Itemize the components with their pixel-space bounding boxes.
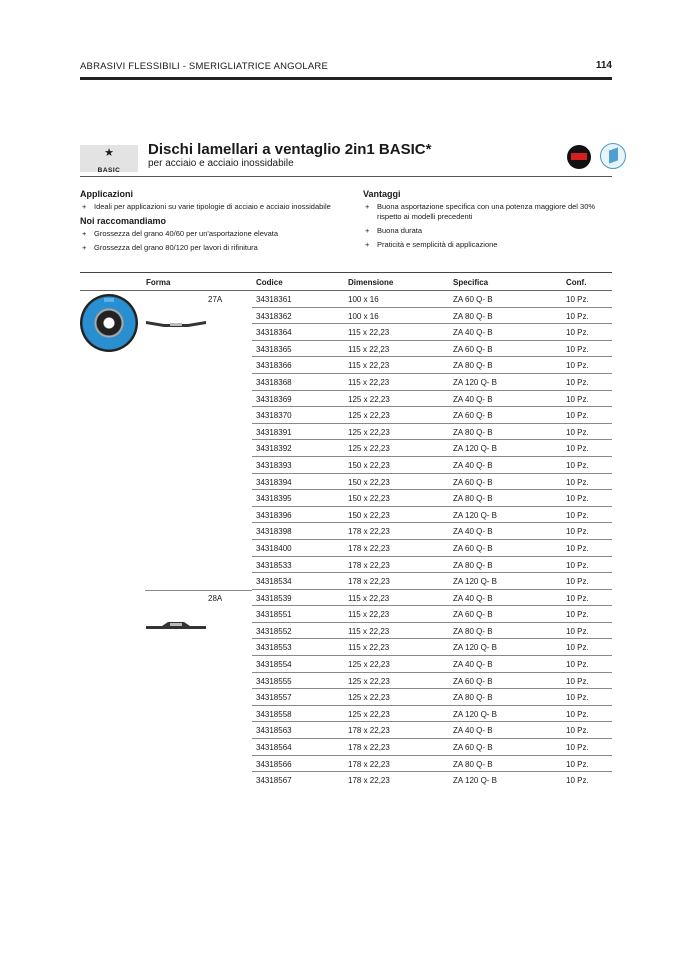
raccomandiamo-heading: Noi raccomandiamo xyxy=(80,216,167,226)
table-row xyxy=(252,540,612,557)
table-row xyxy=(252,772,612,789)
section-header: ABRASIVI FLESSIBILI - SMERIGLIATRICE ANGOLARE xyxy=(80,61,328,72)
table-row xyxy=(252,573,612,590)
table-row xyxy=(252,722,612,739)
table-row xyxy=(252,623,612,640)
cell-dimensione: 125 x 22,23 xyxy=(348,411,390,421)
cell-codice: 34318396 xyxy=(256,510,292,520)
cell-conf: 10 Pz. xyxy=(566,726,589,736)
column-header-conf: Conf. xyxy=(566,278,587,287)
cell-specifica: ZA 80 Q- B xyxy=(453,693,493,703)
cell-conf: 10 Pz. xyxy=(566,543,589,553)
table-row xyxy=(252,457,612,474)
table-row xyxy=(252,507,612,524)
cell-specifica: ZA 40 Q- B xyxy=(453,394,493,404)
cell-conf: 10 Pz. xyxy=(566,394,589,404)
steel-beam-icon xyxy=(600,143,626,169)
basic-badge xyxy=(80,145,138,172)
cell-dimensione: 150 x 22,23 xyxy=(348,477,390,487)
cell-specifica: ZA 40 Q- B xyxy=(453,328,493,338)
table-row xyxy=(252,341,612,358)
cell-dimensione: 178 x 22,23 xyxy=(348,560,390,570)
header-rule xyxy=(80,77,612,80)
cell-specifica: ZA 60 Q- B xyxy=(453,610,493,620)
cell-codice: 34318553 xyxy=(256,643,292,653)
table-row xyxy=(252,324,612,341)
applicazioni-section xyxy=(80,189,360,257)
cell-specifica: ZA 40 Q- B xyxy=(453,460,493,470)
table-top-rule xyxy=(80,272,612,273)
list-item: + Praticità e semplicità di applicazione xyxy=(365,240,498,249)
cell-conf: 10 Pz. xyxy=(566,577,589,587)
cell-specifica: ZA 120 Q- B xyxy=(453,643,498,653)
cell-dimensione: 125 x 22,23 xyxy=(348,427,390,437)
shape-27a-profile xyxy=(146,318,206,328)
page-number: 114 xyxy=(595,60,612,71)
cell-dimensione: 100 x 16 xyxy=(348,311,379,321)
cell-specifica: ZA 40 Q- B xyxy=(453,527,493,537)
applicazioni-heading: Applicazioni xyxy=(80,189,134,199)
cell-conf: 10 Pz. xyxy=(566,759,589,769)
group-divider xyxy=(145,590,252,591)
table-row xyxy=(252,490,612,507)
cell-dimensione: 178 x 22,23 xyxy=(348,776,390,786)
table-row xyxy=(252,689,612,706)
cell-codice: 34318393 xyxy=(256,460,292,470)
table-row xyxy=(252,374,612,391)
cell-specifica: ZA 120 Q- B xyxy=(453,377,498,387)
table-row xyxy=(252,606,612,623)
cell-codice: 34318552 xyxy=(256,626,292,636)
cell-codice: 34318554 xyxy=(256,660,292,670)
table-row xyxy=(252,407,612,424)
cell-conf: 10 Pz. xyxy=(566,494,589,504)
cell-dimensione: 125 x 22,23 xyxy=(348,676,390,686)
table-row xyxy=(252,656,612,673)
table-row xyxy=(252,523,612,540)
star-icon: ★ xyxy=(104,147,114,159)
cell-conf: 10 Pz. xyxy=(566,460,589,470)
cell-dimensione: 115 x 22,23 xyxy=(348,626,390,636)
cell-codice: 34318366 xyxy=(256,361,292,371)
cell-conf: 10 Pz. xyxy=(566,626,589,636)
cell-dimensione: 178 x 22,23 xyxy=(348,527,390,537)
cell-conf: 10 Pz. xyxy=(566,709,589,719)
cell-dimensione: 115 x 22,23 xyxy=(348,344,390,354)
cell-dimensione: 115 x 22,23 xyxy=(348,593,390,603)
cell-codice: 34318563 xyxy=(256,726,292,736)
cell-conf: 10 Pz. xyxy=(566,328,589,338)
cell-dimensione: 150 x 22,23 xyxy=(348,510,390,520)
cell-codice: 34318566 xyxy=(256,759,292,769)
cell-specifica: ZA 80 Q- B xyxy=(453,494,493,504)
table-row xyxy=(252,756,612,773)
cell-codice: 34318398 xyxy=(256,527,292,537)
cell-specifica: ZA 80 Q- B xyxy=(453,427,493,437)
cell-codice: 34318392 xyxy=(256,444,292,454)
list-item: + Grossezza del grano 80/120 per lavori di rifinitura xyxy=(82,243,258,252)
cell-conf: 10 Pz. xyxy=(566,411,589,421)
table-row xyxy=(252,474,612,491)
cell-dimensione: 115 x 22,23 xyxy=(348,361,390,371)
table-row xyxy=(252,291,612,308)
cell-dimensione: 178 x 22,23 xyxy=(348,726,390,736)
cell-codice: 34318533 xyxy=(256,560,292,570)
divider xyxy=(80,176,612,177)
cell-dimensione: 150 x 22,23 xyxy=(348,494,390,504)
vantaggi-section xyxy=(363,189,613,254)
vantaggi-heading: Vantaggi xyxy=(363,189,401,199)
cell-codice: 34318364 xyxy=(256,328,292,338)
cell-dimensione: 178 x 22,23 xyxy=(348,743,390,753)
cell-conf: 10 Pz. xyxy=(566,593,589,603)
cell-specifica: ZA 80 Q- B xyxy=(453,759,493,769)
cell-dimensione: 125 x 22,23 xyxy=(348,444,390,454)
shape-label-27a: 27A xyxy=(208,295,223,304)
cell-specifica: ZA 60 Q- B xyxy=(453,295,493,304)
cell-specifica: ZA 80 Q- B xyxy=(453,361,493,371)
cell-conf: 10 Pz. xyxy=(566,444,589,454)
cell-conf: 10 Pz. xyxy=(566,295,589,304)
cell-codice: 34318370 xyxy=(256,411,292,421)
cell-conf: 10 Pz. xyxy=(566,693,589,703)
cell-conf: 10 Pz. xyxy=(566,660,589,670)
cell-conf: 10 Pz. xyxy=(566,377,589,387)
cell-codice: 34318539 xyxy=(256,593,292,603)
column-header-dimensione: Dimensione xyxy=(348,278,394,287)
cell-specifica: ZA 40 Q- B xyxy=(453,660,493,670)
cell-conf: 10 Pz. xyxy=(566,427,589,437)
cell-codice: 34318564 xyxy=(256,743,292,753)
shape-label-28a: 28A xyxy=(208,594,223,603)
cell-specifica: ZA 120 Q- B xyxy=(453,577,498,587)
cell-conf: 10 Pz. xyxy=(566,743,589,753)
table-row xyxy=(252,357,612,374)
list-item: + Buona asportazione specifica con una potenza maggiore del 30% rispetto ai modelli precedenti xyxy=(365,202,596,221)
cell-specifica: ZA 60 Q- B xyxy=(453,477,493,487)
cell-conf: 10 Pz. xyxy=(566,560,589,570)
cell-dimensione: 125 x 22,23 xyxy=(348,394,390,404)
cell-dimensione: 150 x 22,23 xyxy=(348,460,390,470)
cell-dimensione: 100 x 16 xyxy=(348,295,379,304)
list-item: + Buona durata xyxy=(365,226,423,235)
cell-codice: 34318400 xyxy=(256,543,292,553)
cell-codice: 34318558 xyxy=(256,709,292,719)
cell-specifica: ZA 120 Q- B xyxy=(453,709,498,719)
product-title: Dischi lamellari a ventaglio 2in1 BASIC* xyxy=(148,141,432,158)
cell-dimensione: 178 x 22,23 xyxy=(348,759,390,769)
cell-specifica: ZA 120 Q- B xyxy=(453,510,498,520)
shape-28a-profile xyxy=(146,620,206,630)
cell-codice: 34318395 xyxy=(256,494,292,504)
cell-specifica: ZA 120 Q- B xyxy=(453,776,498,786)
cell-codice: 34318555 xyxy=(256,676,292,686)
cell-codice: 34318557 xyxy=(256,693,292,703)
cell-conf: 10 Pz. xyxy=(566,344,589,354)
cell-codice: 34318394 xyxy=(256,477,292,487)
cell-conf: 10 Pz. xyxy=(566,610,589,620)
product-disc-image xyxy=(80,294,138,352)
cell-codice: 34318368 xyxy=(256,377,292,387)
cell-conf: 10 Pz. xyxy=(566,643,589,653)
cell-conf: 10 Pz. xyxy=(566,676,589,686)
list-item: + Grossezza del grano 40/60 per un'asportazione elevata xyxy=(82,229,279,238)
list-item: + Ideali per applicazioni su varie tipologie di acciaio e acciaio inossidabile xyxy=(82,202,331,211)
cell-specifica: ZA 60 Q- B xyxy=(453,676,493,686)
cell-codice: 34318534 xyxy=(256,577,292,587)
table-row xyxy=(252,308,612,325)
table-row xyxy=(252,590,612,607)
cell-conf: 10 Pz. xyxy=(566,776,589,786)
table-row xyxy=(252,440,612,457)
cell-specifica: ZA 80 Q- B xyxy=(453,311,493,321)
cell-specifica: ZA 80 Q- B xyxy=(453,626,493,636)
table-row xyxy=(252,706,612,723)
cell-specifica: ZA 40 Q- B xyxy=(453,726,493,736)
cell-specifica: ZA 60 Q- B xyxy=(453,344,493,354)
cell-codice: 34318391 xyxy=(256,427,292,437)
cell-conf: 10 Pz. xyxy=(566,361,589,371)
cell-dimensione: 178 x 22,23 xyxy=(348,577,390,587)
cell-codice: 34318361 xyxy=(256,295,292,304)
cell-specifica: ZA 60 Q- B xyxy=(453,743,493,753)
cell-codice: 34318369 xyxy=(256,394,292,404)
cell-codice: 34318362 xyxy=(256,311,292,321)
table-row xyxy=(252,739,612,756)
table-row xyxy=(252,557,612,574)
product-subtitle: per acciaio e acciaio inossidabile xyxy=(148,158,294,169)
cell-dimensione: 125 x 22,23 xyxy=(348,693,390,703)
badge-label: BASIC xyxy=(97,167,121,174)
table-row xyxy=(252,639,612,656)
table-row xyxy=(252,391,612,408)
table-row xyxy=(252,424,612,441)
cell-conf: 10 Pz. xyxy=(566,311,589,321)
cell-specifica: ZA 40 Q- B xyxy=(453,593,493,603)
cell-dimensione: 178 x 22,23 xyxy=(348,543,390,553)
cell-dimensione: 115 x 22,23 xyxy=(348,328,390,338)
cell-dimensione: 115 x 22,23 xyxy=(348,610,390,620)
cell-codice: 34318551 xyxy=(256,610,292,620)
column-header-forma: Forma xyxy=(146,278,171,287)
cell-dimensione: 115 x 22,23 xyxy=(348,643,390,653)
cell-codice: 34318567 xyxy=(256,776,292,786)
cell-conf: 10 Pz. xyxy=(566,510,589,520)
cell-specifica: ZA 60 Q- B xyxy=(453,411,493,421)
cell-specifica: ZA 80 Q- B xyxy=(453,560,493,570)
table-row xyxy=(252,673,612,690)
cell-conf: 10 Pz. xyxy=(566,527,589,537)
cell-specifica: ZA 120 Q- B xyxy=(453,444,498,454)
cell-conf: 10 Pz. xyxy=(566,477,589,487)
cell-specifica: ZA 60 Q- B xyxy=(453,543,493,553)
cell-codice: 34318365 xyxy=(256,344,292,354)
product-table-body xyxy=(252,291,612,789)
stainless-steel-icon xyxy=(567,145,591,169)
cell-dimensione: 115 x 22,23 xyxy=(348,377,390,387)
cell-dimensione: 125 x 22,23 xyxy=(348,709,390,719)
column-header-specifica: Specifica xyxy=(453,278,489,287)
column-header-codice: Codice xyxy=(256,278,283,287)
cell-dimensione: 125 x 22,23 xyxy=(348,660,390,670)
